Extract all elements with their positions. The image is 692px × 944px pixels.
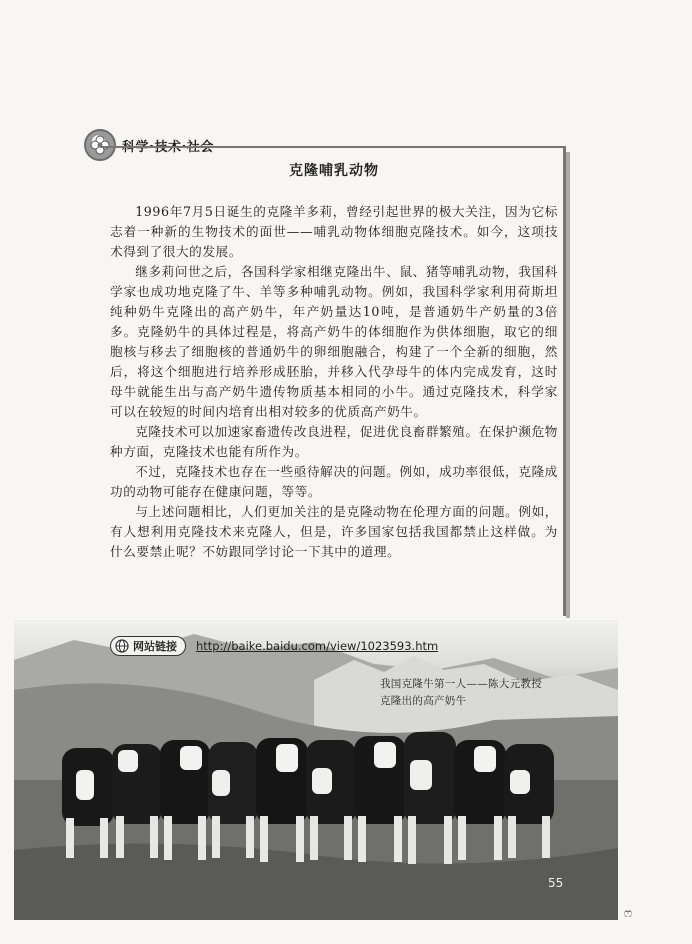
paragraph-5: 与上述问题相比，人们更加关注的是克隆动物在伦理方面的问题。例如，有人想利用克隆技术来克隆人，但是，许多国家包括我国都禁止这样做。为什么要禁止呢？不妨跟同学讨论一下其中的道理。 (110, 504, 558, 559)
section-label: 科学·技术·社会 (122, 139, 214, 155)
cloned-cows-photo (14, 620, 618, 920)
website-link-badge (110, 636, 186, 656)
article-title: 克隆哺乳动物 (289, 163, 379, 179)
globe-icon (115, 639, 129, 653)
paragraph-1: 1996年7月5日诞生的克隆羊多莉，曾经引起世界的极大关注，因为它标志着一种新的生物技术的面世——哺乳动物体细胞克隆技术。如今，这项技术得到了很大的发展。 (110, 204, 558, 259)
landscape-illustration (14, 620, 618, 920)
paragraph-3: 克隆技术可以加速家畜遗传改良进程，促进优良畜群繁殖。在保护濒危物种方面，克隆技术也能有所作为。 (110, 424, 558, 459)
photo-caption-line-2: 克隆出的高产奶牛 (380, 695, 467, 707)
article-body (110, 160, 558, 562)
paragraph-2: 继多莉问世之后，各国科学家相继克隆出牛、鼠、猪等哺乳动物，我国科学家也成功地克隆了牛、羊等多种哺乳动物。例如，我国科学家利用荷斯坦纯种奶牛克隆出的高产奶牛，年产奶量达10吨，是普通奶牛产奶量的3倍多。克隆奶牛的具体过程是，将高产奶牛的体细胞作为供体细胞，取它的细胞核与移去了细胞核的普通奶牛的卵细胞融合，构建了一个全新的细胞，然后，将这个细胞进行培养形成胚胎，并移入代孕母牛的体内完成发育，这时母牛就能生出与高产奶牛遗传物质基本相同的小牛。通过克隆技术，科学家可以在较短的时间内培育出相对较多的优质高产奶牛。 (110, 264, 558, 419)
website-link-label: 网站链接 (133, 640, 177, 653)
photo-caption-line-1: 我国克隆牛第一人——陈大元教授 (380, 678, 542, 690)
paragraph-4: 不过，克隆技术也存在一些亟待解决的问题。例如，成功率很低，克隆成功的动物可能存在健康问题，等等。 (110, 464, 558, 499)
page-number: 55 (548, 876, 564, 890)
photo-caption (380, 676, 590, 710)
frame-shadow (566, 152, 570, 618)
corner-mark: ෆ (624, 906, 633, 920)
website-link-row (110, 636, 438, 656)
website-link-url[interactable]: http://baike.baidu.com/view/1023593.htm (196, 639, 439, 653)
